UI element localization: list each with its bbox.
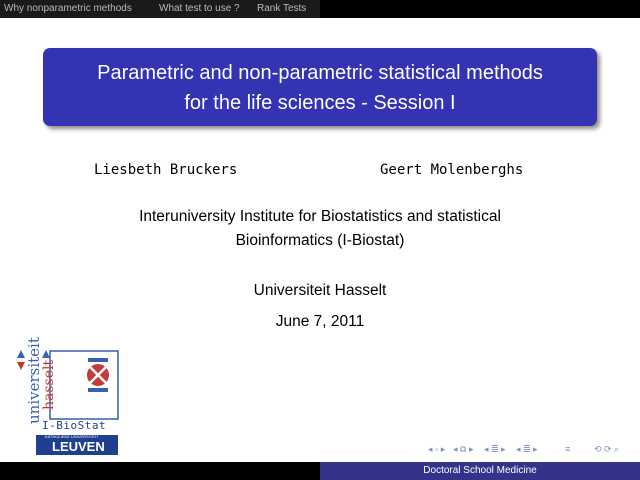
nav-section-icon[interactable]: ◂ ≣ ▸ (516, 444, 538, 454)
title-box (43, 48, 597, 126)
footer-text: Doctoral School Medicine (423, 465, 537, 476)
section-nav (0, 0, 320, 18)
top-navigation-bar (0, 0, 640, 18)
author-bruckers: Liesbeth Bruckers (94, 162, 238, 178)
nav-subsection-icon[interactable]: ◂ ≣ ▸ (484, 444, 506, 454)
presentation-date: June 7, 2011 (275, 313, 365, 330)
footer-cell (320, 462, 640, 480)
title-line-1: Parametric and non-parametric statistical methods (97, 62, 543, 84)
logo-universiteit: universiteit (25, 337, 43, 424)
logo-ibiostat: I-BioStat (42, 419, 107, 432)
logo-triangle-top (17, 350, 25, 358)
nav-appendix-icon[interactable]: ≡ (565, 444, 571, 454)
nav-item-rank-tests[interactable]: Rank Tests (257, 3, 307, 14)
title-line-2: for the life sciences - Session I (184, 92, 456, 114)
nav-first-frame-icon[interactable]: ◂ ▫ ▸ (428, 444, 446, 454)
footer-bar (0, 462, 640, 480)
nav-search-icon[interactable]: ⟲ ⟳ ⌕ (594, 444, 620, 454)
ibiostat-logo (14, 337, 120, 457)
logo-hasselt: hasselt (41, 359, 57, 410)
logo-triangle-bottom (17, 362, 25, 370)
nav-prev-frame-icon[interactable]: ◂ ⧉ ▸ (453, 444, 474, 454)
logo-triangle-right (42, 350, 50, 358)
logo-katholieke: KATHOLIEKE UNIVERSITEIT (45, 434, 99, 439)
nav-item-why-nonparametric[interactable]: Why nonparametric methods (4, 3, 132, 14)
institute-line-1: Interuniversity Institute for Biostatistics and statistical (139, 208, 501, 225)
nav-item-what-test[interactable]: What test to use ? (159, 3, 240, 14)
author-molenberghs: Geert Molenberghs (380, 162, 524, 178)
university-name: Universiteit Hasselt (253, 282, 387, 299)
institute-line-2: Bioinformatics (I-Biostat) (235, 232, 405, 249)
emblem-icon (87, 358, 109, 392)
logo-leuven: LEUVEN (52, 439, 105, 454)
